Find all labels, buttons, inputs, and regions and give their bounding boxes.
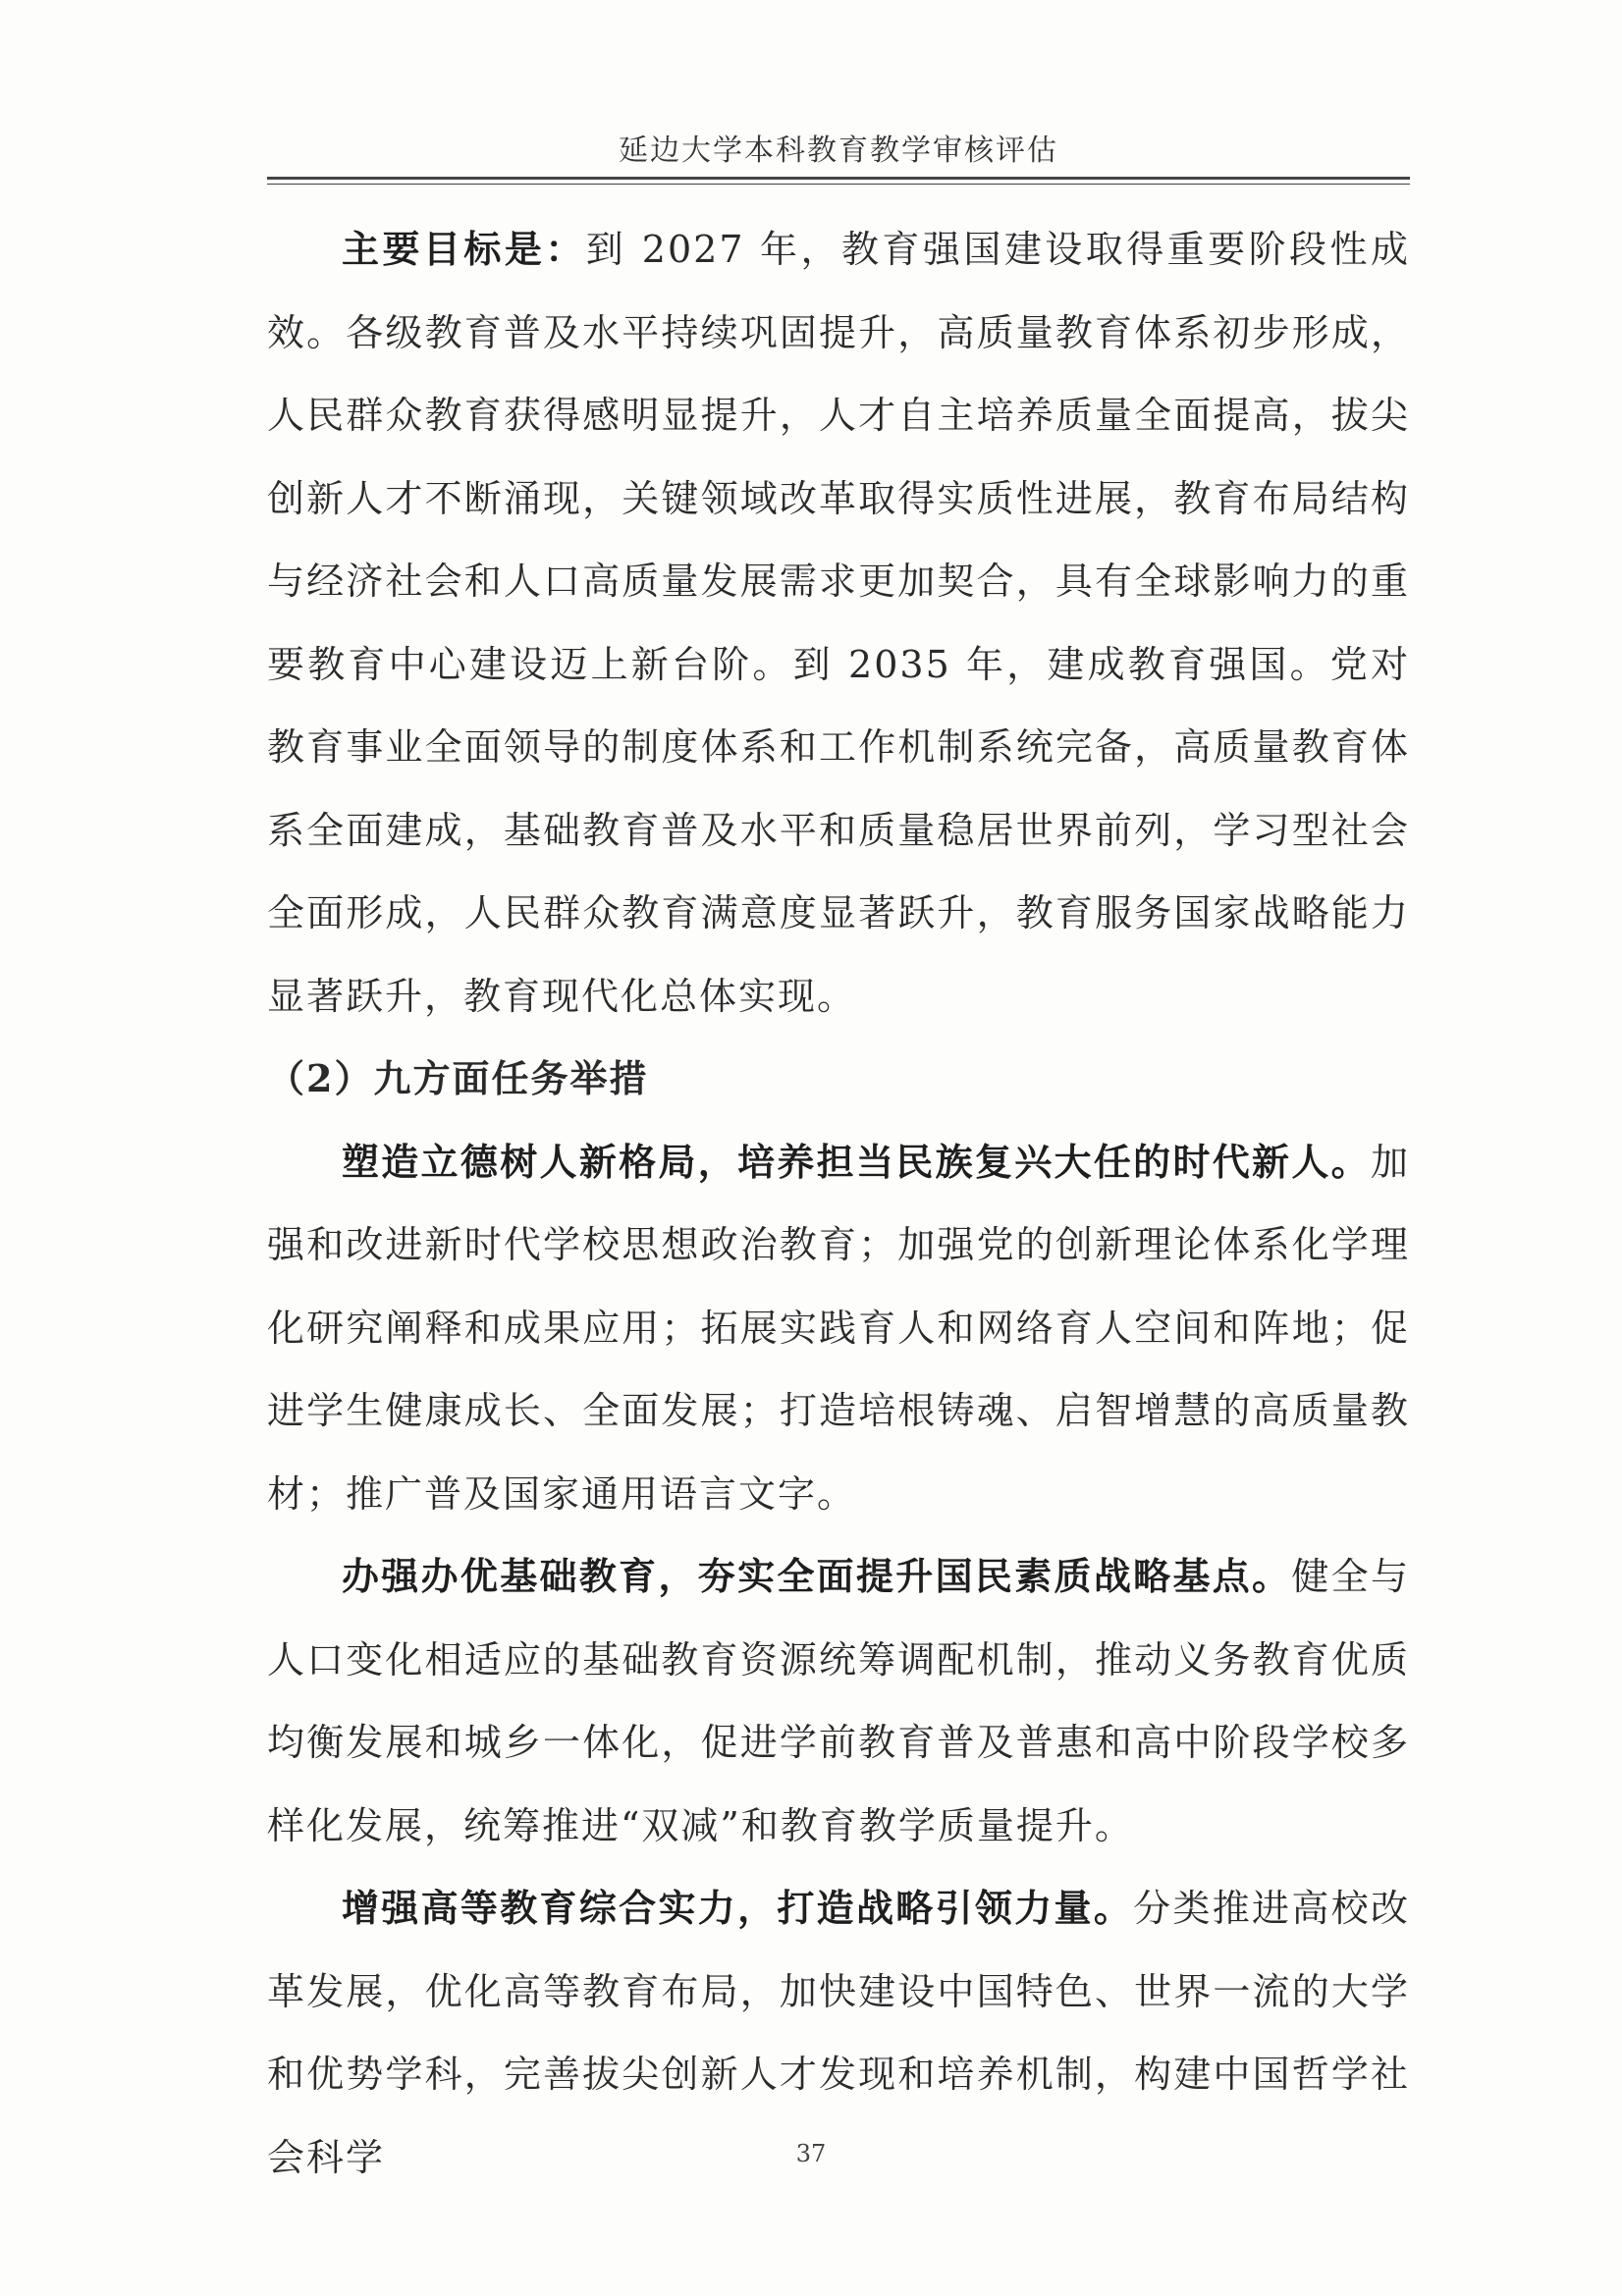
paragraph-lead-bold: 主要目标是： (342, 227, 586, 271)
section-subheading: （2）九方面任务举措 (267, 1056, 649, 1100)
running-header: 延边大学本科教育教学审核评估 (619, 133, 1058, 168)
paragraph-task-2 (267, 1535, 1410, 1867)
paragraph-main-goals (267, 208, 1410, 1038)
paragraph-body: 到 2027 年，教育强国建设取得重要阶段性成效。各级教育普及水平持续巩固提升，高质量教育体系初步形成，人民群众教育获得感明显提升，人才自主培养质量全面提高，拔尖创新人才不断涌现，关键领域改革取得实质性进展，教育布局结构与经济社会和人口高质量发展需求更加契合，具有全球影响力的重要教育中心建设迈上新台阶。到 2035 年，建成教育强国。党对教育事业全面领导的制度体系和工作机制系统完备，高质量教育体系全面建成，基础教育普及水平和质量稳居世界前列，学习型社会全面形成，人民群众教育满意度显著跃升，教育服务国家战略能力显著跃升，教育现代化总体实现。 (267, 228, 1410, 1018)
paragraph-task-1 (267, 1121, 1410, 1536)
paragraph-lead-bold: 办强办优基础教育，夯实全面提升国民素质战略基点。 (342, 1554, 1292, 1598)
paragraph-body: 健全与人口变化相适应的基础教育资源统筹调配机制，推动义务教育优质均衡发展和城乡一体化，促进学前教育普及普惠和高中阶段学校多样化发展，统筹推进“双减”和教育教学质量提升。 (267, 1555, 1410, 1847)
page-content (267, 208, 1410, 2199)
paragraph-body: 分类推进高校改革发展，优化高等教育布局，加快建设中国特色、世界一流的大学和优势学科，完善拔尖创新人才发现和培养机制，构建中国哲学社会科学 (267, 1887, 1410, 2179)
page-number: 37 (795, 2140, 827, 2167)
paragraph-body: 加强和改进新时代学校思想政治教育；加强党的创新理论体系化学理化研究阐释和成果应用；拓展实践育人和网络育人空间和阵地；促进学生健康成长、全面发展；打造培根铸魂、启智增慧的高质量教材；推广普及国家通用语言文字。 (267, 1140, 1410, 1516)
header-double-rule (267, 177, 1410, 185)
paragraph-lead-bold: 增强高等教育综合实力，打造战略引领力量。 (342, 1886, 1134, 1930)
paragraph-lead-bold: 塑造立德树人新格局，培养担当民族复兴大任的时代新人。 (342, 1139, 1371, 1184)
